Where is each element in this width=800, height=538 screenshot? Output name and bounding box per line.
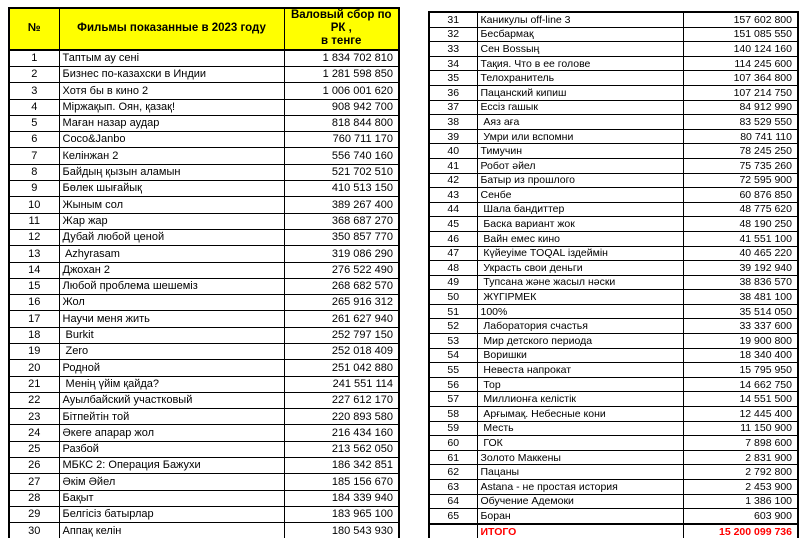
film-gross-cell: 220 893 580: [284, 409, 399, 425]
film-row: [429, 144, 798, 159]
film-gross-cell: 107 364 800: [683, 71, 798, 86]
film-row: [9, 115, 399, 131]
film-gross-cell: 41 551 100: [683, 231, 798, 246]
header-row: [9, 8, 399, 50]
film-number-cell: 41: [429, 158, 477, 173]
film-row: [429, 407, 798, 422]
film-number-cell: 50: [429, 290, 477, 305]
film-row: [9, 458, 399, 474]
film-row: [429, 377, 798, 392]
film-number-cell: 3: [9, 83, 59, 99]
film-row: [429, 115, 798, 130]
film-gross-cell: 2 792 800: [683, 465, 798, 480]
film-gross-cell: 38 836 570: [683, 275, 798, 290]
film-row: [429, 202, 798, 217]
film-title-cell: Күйеуіме TOQAL іздеймін: [477, 246, 683, 261]
film-number-cell: 14: [9, 262, 59, 278]
film-row: [429, 188, 798, 203]
film-gross-cell: 180 543 930: [284, 523, 399, 538]
film-number-cell: 28: [9, 490, 59, 506]
film-number-cell: 35: [429, 71, 477, 86]
film-number-cell: 63: [429, 480, 477, 495]
film-row: [429, 27, 798, 42]
film-number-cell: 33: [429, 42, 477, 57]
film-number-cell: 20: [9, 360, 59, 376]
film-number-cell: 30: [9, 523, 59, 538]
header-gross-line1: Валовый сбор по РК ,: [290, 9, 392, 35]
film-number-cell: 54: [429, 348, 477, 363]
film-title-cell: Astana - не простая история: [477, 480, 683, 495]
film-gross-cell: 18 340 400: [683, 348, 798, 363]
film-row: [429, 480, 798, 495]
film-title-cell: Аппақ келін: [59, 523, 284, 538]
film-title-cell: Телохранитель: [477, 71, 683, 86]
film-row: [429, 158, 798, 173]
film-row: [9, 425, 399, 441]
film-gross-cell: 107 214 750: [683, 85, 798, 100]
film-title-cell: Пацанский кипиш: [477, 85, 683, 100]
film-title-cell: ЖҮГІРМЕК: [477, 290, 683, 305]
film-number-cell: 23: [9, 409, 59, 425]
film-row: [429, 246, 798, 261]
film-title-cell: Келінжан 2: [59, 148, 284, 164]
film-number-cell: 21: [9, 376, 59, 392]
film-title-cell: Шала бандиттер: [477, 202, 683, 217]
film-title-cell: Баска вариант жок: [477, 217, 683, 232]
film-row: [429, 85, 798, 100]
film-title-cell: Zero: [59, 344, 284, 360]
film-title-cell: Тупсана және жасыл нәски: [477, 275, 683, 290]
film-title-cell: Вайн емес кино: [477, 231, 683, 246]
film-gross-cell: 7 898 600: [683, 436, 798, 451]
film-gross-cell: 319 086 290: [284, 246, 399, 262]
film-number-cell: 18: [9, 327, 59, 343]
film-number-cell: 56: [429, 377, 477, 392]
film-gross-cell: 140 124 160: [683, 42, 798, 57]
film-title-cell: Burkit: [59, 327, 284, 343]
film-row: [9, 311, 399, 327]
film-gross-cell: 252 797 150: [284, 327, 399, 343]
total-value: 15 200 099 736: [683, 524, 798, 538]
film-number-cell: 44: [429, 202, 477, 217]
films-table-1-30: [8, 7, 400, 538]
film-gross-cell: 252 018 409: [284, 344, 399, 360]
film-number-cell: 40: [429, 144, 477, 159]
film-row: [9, 246, 399, 262]
film-number-cell: 46: [429, 231, 477, 246]
film-number-cell: 57: [429, 392, 477, 407]
film-gross-cell: 186 342 851: [284, 458, 399, 474]
film-number-cell: 47: [429, 246, 477, 261]
film-number-cell: 55: [429, 363, 477, 378]
film-row: [429, 56, 798, 71]
film-gross-cell: 75 735 260: [683, 158, 798, 173]
film-gross-cell: 15 795 950: [683, 363, 798, 378]
film-title-cell: Научи меня жить: [59, 311, 284, 327]
film-row: [429, 509, 798, 524]
header-films-title: Фильмы показанные в 2023 году: [59, 8, 284, 50]
film-row: [429, 173, 798, 188]
film-title-cell: Боран: [477, 509, 683, 524]
film-number-cell: 62: [429, 465, 477, 480]
film-gross-cell: 213 562 050: [284, 441, 399, 457]
film-title-cell: 100%: [477, 304, 683, 319]
film-gross-cell: 48 775 620: [683, 202, 798, 217]
film-title-cell: Украсть свои деньги: [477, 261, 683, 276]
film-gross-cell: 368 687 270: [284, 213, 399, 229]
film-gross-cell: 216 434 160: [284, 425, 399, 441]
film-row: [429, 465, 798, 480]
film-title-cell: Арғымақ. Небесные кони: [477, 407, 683, 422]
film-gross-cell: 1 281 598 850: [284, 66, 399, 82]
film-title-cell: Лаборатория счастья: [477, 319, 683, 334]
film-gross-cell: 350 857 770: [284, 229, 399, 245]
film-gross-cell: 14 662 750: [683, 377, 798, 392]
header-gross: [284, 8, 399, 50]
film-row: [9, 295, 399, 311]
film-title-cell: Міржақып. Оян, қазақ!: [59, 99, 284, 115]
film-number-cell: 15: [9, 278, 59, 294]
film-row: [429, 334, 798, 349]
film-number-cell: 39: [429, 129, 477, 144]
film-row: [9, 523, 399, 538]
film-title-cell: Бөлек шығайық: [59, 181, 284, 197]
film-gross-cell: 265 916 312: [284, 295, 399, 311]
film-row: [429, 129, 798, 144]
film-number-cell: 31: [429, 12, 477, 27]
film-title-cell: Azhyrasam: [59, 246, 284, 262]
film-row: [9, 66, 399, 82]
film-number-cell: 34: [429, 56, 477, 71]
film-row: [429, 231, 798, 246]
film-title-cell: Любой проблема шешеміз: [59, 278, 284, 294]
film-gross-cell: 261 627 940: [284, 311, 399, 327]
film-row: [429, 494, 798, 509]
film-gross-cell: 39 192 940: [683, 261, 798, 276]
film-gross-cell: 84 912 990: [683, 100, 798, 115]
film-row: [9, 197, 399, 213]
film-gross-cell: 12 445 400: [683, 407, 798, 422]
film-row: [9, 148, 399, 164]
film-title-cell: Воришки: [477, 348, 683, 363]
film-gross-cell: 556 740 160: [284, 148, 399, 164]
film-title-cell: Каникулы off-line 3: [477, 12, 683, 27]
film-title-cell: Coco&Janbo: [59, 132, 284, 148]
film-number-cell: 32: [429, 27, 477, 42]
film-title-cell: Жар жар: [59, 213, 284, 229]
film-gross-cell: 35 514 050: [683, 304, 798, 319]
film-title-cell: Батыр из прошлого: [477, 173, 683, 188]
film-row: [9, 327, 399, 343]
film-title-cell: Бақыт: [59, 490, 284, 506]
film-title-cell: Әкеге апарар жол: [59, 425, 284, 441]
film-gross-cell: 276 522 490: [284, 262, 399, 278]
film-title-cell: МБКС 2: Операция Бажухи: [59, 458, 284, 474]
film-gross-cell: 1 006 001 620: [284, 83, 399, 99]
film-title-cell: Дубай любой ценой: [59, 229, 284, 245]
film-title-cell: Әкім Әйел: [59, 474, 284, 490]
film-row: [9, 474, 399, 490]
film-row: [9, 506, 399, 522]
film-title-cell: Джохан 2: [59, 262, 284, 278]
film-gross-cell: 157 602 800: [683, 12, 798, 27]
film-gross-cell: 114 245 600: [683, 56, 798, 71]
film-gross-cell: 818 844 800: [284, 115, 399, 131]
film-gross-cell: 80 741 110: [683, 129, 798, 144]
film-row: [429, 304, 798, 319]
film-number-cell: 5: [9, 115, 59, 131]
film-row: [9, 409, 399, 425]
film-title-cell: Ессіз гашык: [477, 100, 683, 115]
film-title-cell: ГОК: [477, 436, 683, 451]
film-number-cell: 16: [9, 295, 59, 311]
total-empty-cell: [429, 524, 477, 538]
film-gross-cell: 83 529 550: [683, 115, 798, 130]
film-gross-cell: 11 150 900: [683, 421, 798, 436]
film-gross-cell: 183 965 100: [284, 506, 399, 522]
header-number: №: [9, 8, 59, 50]
film-number-cell: 17: [9, 311, 59, 327]
film-row: [429, 421, 798, 436]
film-number-cell: 6: [9, 132, 59, 148]
total-label: ИТОГО: [477, 524, 683, 538]
film-gross-cell: 33 337 600: [683, 319, 798, 334]
film-title-cell: Бесбармақ: [477, 27, 683, 42]
film-number-cell: 1: [9, 50, 59, 67]
film-number-cell: 12: [9, 229, 59, 245]
film-row: [9, 344, 399, 360]
film-gross-cell: 908 942 700: [284, 99, 399, 115]
film-number-cell: 48: [429, 261, 477, 276]
film-title-cell: Родной: [59, 360, 284, 376]
film-number-cell: 65: [429, 509, 477, 524]
film-title-cell: Тимучин: [477, 144, 683, 159]
film-title-cell: Месть: [477, 421, 683, 436]
film-row: [9, 360, 399, 376]
film-gross-cell: 389 267 400: [284, 197, 399, 213]
film-row: [9, 376, 399, 392]
film-row: [9, 164, 399, 180]
film-row: [429, 450, 798, 465]
film-number-cell: 7: [9, 148, 59, 164]
film-row: [429, 42, 798, 57]
film-title-cell: Умри или вспомни: [477, 129, 683, 144]
film-gross-cell: 38 481 100: [683, 290, 798, 305]
film-title-cell: Бизнес по-казахски в Индии: [59, 66, 284, 82]
films-table-31-65: [428, 11, 799, 538]
header-gross-line2: в тенге: [321, 35, 362, 48]
film-number-cell: 19: [9, 344, 59, 360]
film-title-cell: Маған назар аудар: [59, 115, 284, 131]
film-title-cell: Байдың қызын аламын: [59, 164, 284, 180]
film-number-cell: 43: [429, 188, 477, 203]
film-row: [429, 261, 798, 276]
film-gross-cell: 72 595 900: [683, 173, 798, 188]
film-gross-cell: 521 702 510: [284, 164, 399, 180]
film-number-cell: 52: [429, 319, 477, 334]
film-gross-cell: 185 156 670: [284, 474, 399, 490]
film-title-cell: Белгісіз батырлар: [59, 506, 284, 522]
film-title-cell: Мир детского периода: [477, 334, 683, 349]
film-title-cell: Ауылбайский участковый: [59, 392, 284, 408]
film-title-cell: Бітпейтін той: [59, 409, 284, 425]
film-gross-cell: 410 513 150: [284, 181, 399, 197]
film-number-cell: 4: [9, 99, 59, 115]
film-gross-cell: 2 453 900: [683, 480, 798, 495]
film-title-cell: Золото Маккены: [477, 450, 683, 465]
film-number-cell: 53: [429, 334, 477, 349]
film-title-cell: Таптым ау сені: [59, 50, 284, 67]
film-title-cell: Хотя бы в кино 2: [59, 83, 284, 99]
film-number-cell: 10: [9, 197, 59, 213]
film-title-cell: Сен Bossың: [477, 42, 683, 57]
film-gross-cell: 19 900 800: [683, 334, 798, 349]
film-row: [429, 275, 798, 290]
film-title-cell: Сенбе: [477, 188, 683, 203]
film-number-cell: 22: [9, 392, 59, 408]
film-row: [429, 100, 798, 115]
film-row: [9, 83, 399, 99]
film-gross-cell: 227 612 170: [284, 392, 399, 408]
film-gross-cell: 241 551 114: [284, 376, 399, 392]
film-number-cell: 27: [9, 474, 59, 490]
film-gross-cell: 184 339 940: [284, 490, 399, 506]
film-number-cell: 64: [429, 494, 477, 509]
film-number-cell: 26: [9, 458, 59, 474]
film-title-cell: Жол: [59, 295, 284, 311]
film-gross-cell: 48 190 250: [683, 217, 798, 232]
film-number-cell: 51: [429, 304, 477, 319]
film-number-cell: 58: [429, 407, 477, 422]
film-row: [429, 436, 798, 451]
film-gross-cell: 60 876 850: [683, 188, 798, 203]
film-title-cell: Робот әйел: [477, 158, 683, 173]
film-row: [9, 50, 399, 67]
film-number-cell: 25: [9, 441, 59, 457]
film-number-cell: 11: [9, 213, 59, 229]
film-gross-cell: 268 682 570: [284, 278, 399, 294]
film-title-cell: Пацаны: [477, 465, 683, 480]
total-row: [429, 524, 798, 538]
film-gross-cell: 14 551 500: [683, 392, 798, 407]
film-title-cell: Разбой: [59, 441, 284, 457]
film-number-cell: 49: [429, 275, 477, 290]
film-gross-cell: 760 711 170: [284, 132, 399, 148]
film-number-cell: 60: [429, 436, 477, 451]
film-row: [9, 441, 399, 457]
film-number-cell: 37: [429, 100, 477, 115]
film-gross-cell: 2 831 900: [683, 450, 798, 465]
film-row: [429, 71, 798, 86]
film-gross-cell: 40 465 220: [683, 246, 798, 261]
film-number-cell: 38: [429, 115, 477, 130]
film-number-cell: 61: [429, 450, 477, 465]
film-row: [429, 348, 798, 363]
film-row: [9, 229, 399, 245]
film-row: [429, 319, 798, 334]
film-gross-cell: 151 085 550: [683, 27, 798, 42]
film-number-cell: 13: [9, 246, 59, 262]
film-gross-cell: 251 042 880: [284, 360, 399, 376]
film-row: [429, 12, 798, 27]
film-number-cell: 36: [429, 85, 477, 100]
film-number-cell: 2: [9, 66, 59, 82]
film-gross-cell: 78 245 250: [683, 144, 798, 159]
film-title-cell: Жыным сол: [59, 197, 284, 213]
film-number-cell: 9: [9, 181, 59, 197]
film-gross-cell: 1 386 100: [683, 494, 798, 509]
film-title-cell: Миллионға келістік: [477, 392, 683, 407]
film-row: [9, 262, 399, 278]
film-title-cell: Менің үйім қайда?: [59, 376, 284, 392]
film-row: [9, 132, 399, 148]
film-number-cell: 42: [429, 173, 477, 188]
film-row: [9, 490, 399, 506]
film-number-cell: 45: [429, 217, 477, 232]
film-title-cell: Невеста напрокат: [477, 363, 683, 378]
film-title-cell: Аяз аға: [477, 115, 683, 130]
film-row: [9, 181, 399, 197]
film-gross-cell: 1 834 702 810: [284, 50, 399, 67]
film-row: [429, 290, 798, 305]
film-row: [429, 392, 798, 407]
film-row: [9, 278, 399, 294]
film-row: [9, 392, 399, 408]
film-number-cell: 29: [9, 506, 59, 522]
film-number-cell: 24: [9, 425, 59, 441]
film-number-cell: 59: [429, 421, 477, 436]
film-title-cell: Обучение Адемоки: [477, 494, 683, 509]
film-title-cell: Тақия. Что в ее голове: [477, 56, 683, 71]
film-gross-cell: 603 900: [683, 509, 798, 524]
film-row: [429, 217, 798, 232]
film-title-cell: Тор: [477, 377, 683, 392]
film-row: [429, 363, 798, 378]
film-row: [9, 99, 399, 115]
film-row: [9, 213, 399, 229]
film-number-cell: 8: [9, 164, 59, 180]
